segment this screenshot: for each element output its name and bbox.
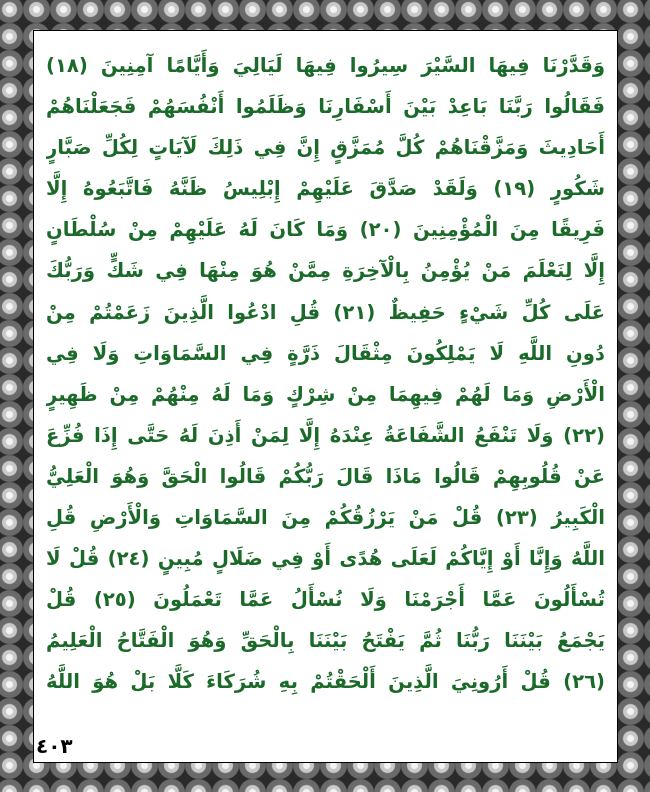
verse-line: فَقَالُوا رَبَّنَا بَاعِدْ بَيْنَ أَسْفَارِنَا وَظَلَمُوا أَنْفُسَهُمْ فَجَعَلْنَاهُمْ xyxy=(46,95,605,119)
verse-line: وَقَدَّرْنَا فِيهَا السَّيْرَ سِيرُوا فِيهَا لَيَالِيَ وَأَيَّامًا آمِنِينَ (١٨) xyxy=(46,54,605,77)
verse-line: اللَّهُ وَإِنَّا أَوْ إِيَّاكُمْ لَعَلَى هُدًى أَوْ فِي ضَلَالٍ مُبِينٍ (٢٤) قُلْ لَا xyxy=(46,547,605,571)
verse-line: الْكَبِيرُ (٢٣) قُلْ مَنْ يَرْزُقُكُمْ مِنَ السَّمَاوَاتِ وَالْأَرْضِ قُلِ xyxy=(46,506,605,530)
verse-line: عَنْ قُلُوبِهِمْ قَالُوا مَاذَا قَالَ رَبُّكُمْ قَالُوا الْحَقَّ وَهُوَ الْعَلِيُّ xyxy=(46,464,605,488)
verse-text-block xyxy=(46,45,605,730)
verse-line: (٢٢) وَلَا تَنْفَعُ الشَّفَاعَةُ عِنْدَهُ إِلَّا لِمَنْ أَذِنَ لَهُ حَتَّى إِذَا فُزِّعَ xyxy=(46,423,605,447)
mushaf-page xyxy=(34,31,617,762)
verse-line: فَرِيقًا مِنَ الْمُؤْمِنِينَ (٢٠) وَمَا كَانَ لَهُ عَلَيْهِمْ مِنْ سُلْطَانٍ xyxy=(46,218,605,242)
verse-line: إِلَّا لِنَعْلَمَ مَنْ يُؤْمِنُ بِالْآخِرَةِ مِمَّنْ هُوَ مِنْهَا فِي شَكٍّ وَرَبُّكَ xyxy=(46,259,605,283)
verse-line: أَحَادِيثَ وَمَزَّقْنَاهُمْ كُلَّ مُمَزَّقٍ إِنَّ فِي ذَلِكَ لَآيَاتٍ لِكُلِّ صَبَّارٍ xyxy=(46,136,605,160)
verse-line: عَلَى كُلِّ شَيْءٍ حَفِيظٌ (٢١) قُلِ ادْعُوا الَّذِينَ زَعَمْتُمْ مِنْ xyxy=(46,300,605,324)
page-number: ٤٠٣ xyxy=(36,734,73,758)
verse-line: تُسْأَلُونَ عَمَّا أَجْرَمْنَا وَلَا نُسْأَلُ عَمَّا تَعْمَلُونَ (٢٥) قُلْ xyxy=(46,588,605,612)
verse-line: الْأَرْضِ وَمَا لَهُمْ فِيهِمَا مِنْ شِرْكٍ وَمَا لَهُ مِنْهُمْ مِنْ ظَهِيرٍ xyxy=(46,382,605,406)
verse-line: يَجْمَعُ بَيْنَنَا رَبُّنَا ثُمَّ يَفْتَحُ بَيْنَنَا بِالْحَقِّ وَهُوَ الْفَتَّاحُ الْعَلِيمُ xyxy=(46,629,605,653)
verse-line: دُونِ اللَّهِ لَا يَمْلِكُونَ مِثْقَالَ ذَرَّةٍ فِي السَّمَاوَاتِ وَلَا فِي xyxy=(46,341,605,365)
verse-line: (٢٦) قُلْ أَرُونِيَ الَّذِينَ أَلْحَقْتُمْ بِهِ شُرَكَاءَ كَلَّا بَلْ هُوَ اللَّهُ xyxy=(46,670,605,694)
verse-line: شَكُورٍ (١٩) وَلَقَدْ صَدَّقَ عَلَيْهِمْ إِبْلِيسُ ظَنَّهُ فَاتَّبَعُوهُ إِلَّا xyxy=(46,177,605,201)
